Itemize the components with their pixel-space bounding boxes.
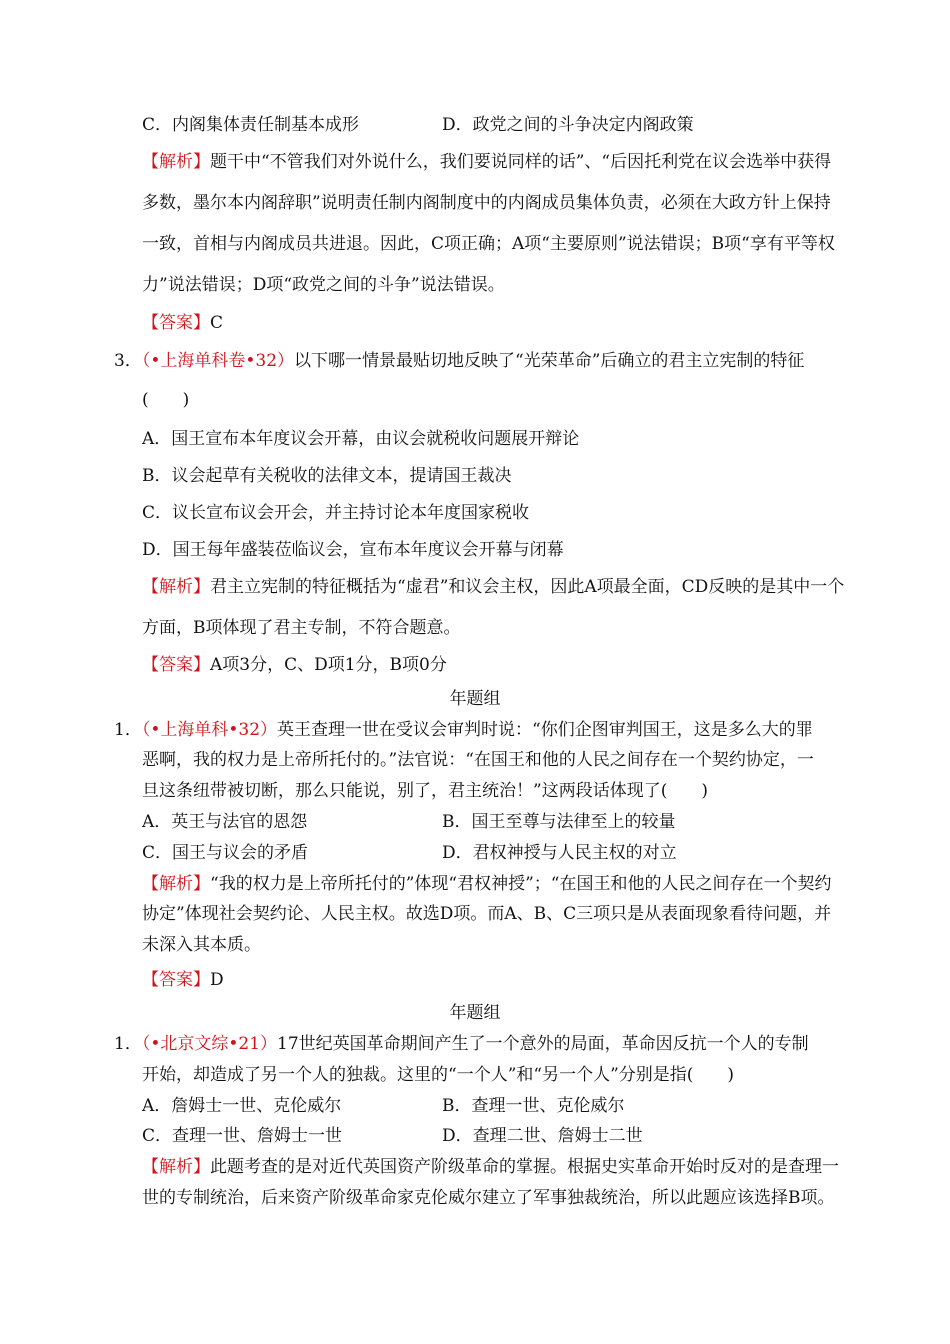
analysis-line: 力”说法错误；D项“政党之间的斗争”说法错误。	[142, 275, 505, 295]
question-stem-line: 恶啊，我的权力是上帝所托付的。”法官说：“在国王和他的人民之间存在一个契约协定，一	[142, 750, 814, 770]
analysis-tag: 【解析】	[142, 577, 210, 597]
answer-line: 【答案】D	[142, 970, 224, 990]
question-stem: 1．（•上海单科•32）英王查理一世在受议会审判时说：“你们企图审判国王，这是多么大的罪	[114, 720, 813, 740]
analysis-line: 【解析】题干中“不管我们对外说什么，我们要说同样的话”、“后因托利党在议会选举中获得	[142, 152, 832, 172]
option-c: C．国王与议会的矛盾	[142, 843, 309, 863]
analysis-line: 【解析】“我的权力是上帝所托付的”体现“君权神授”；“在国王和他的人民之间存在一个契约	[142, 874, 832, 894]
option-a: A．詹姆士一世、克伦威尔	[142, 1096, 342, 1116]
option-c: C．议长宣布议会开会，并主持讨论本年度国家税收	[142, 503, 530, 523]
option-b: B．议会起草有关税收的法律文本，提请国王裁决	[142, 466, 512, 486]
option-b: B．国王至尊与法律至上的较量	[442, 812, 676, 832]
question-stem-line: 旦这条纽带被切断，那么只能说，别了，君主统治！”这两段话体现了( )	[142, 781, 708, 801]
option-c: C．查理一世、詹姆士一世	[142, 1126, 343, 1146]
option-a: A．英王与法官的恩怨	[142, 812, 308, 832]
question-stem: 1．（•北京文综•21）17世纪英国革命期间产生了一个意外的局面，革命因反抗一个人的专制	[114, 1034, 809, 1054]
answer-blank: ( )	[142, 390, 190, 410]
analysis-line: 未深入其本质。	[142, 935, 261, 955]
answer-line: 【答案】A项3分，C、D项1分，B项0分	[142, 655, 447, 675]
question-source: （•北京文综•21）	[141, 1034, 278, 1054]
option-d: D．政党之间的斗争决定内阁政策	[442, 115, 694, 135]
answer-tag: 【答案】	[142, 655, 210, 675]
answer-tag: 【答案】	[142, 313, 210, 333]
option-c: C．内阁集体责任制基本成形	[142, 115, 360, 135]
answer-tag: 【答案】	[142, 970, 210, 990]
group-title: 年题组	[449, 689, 501, 709]
answer-line: 【答案】C	[142, 313, 224, 333]
option-d: D．君权神授与人民主权的对立	[442, 843, 677, 863]
analysis-line: 【解析】君主立宪制的特征概括为“虚君”和议会主权，因此A项最全面，CD反映的是其中一个	[142, 577, 845, 597]
question-stem: 3．（•上海单科卷•32）以下哪一情景最贴切地反映了“光荣革命”后确立的君主立宪制的特征	[114, 351, 805, 371]
analysis-tag: 【解析】	[142, 152, 210, 172]
analysis-tag: 【解析】	[142, 1157, 210, 1177]
analysis-line: 多数，墨尔本内阁辞职”说明责任制内阁制度中的内阁成员集体负责，必须在大政方针上保持	[142, 193, 831, 213]
option-d: D．查理二世、詹姆士二世	[442, 1126, 643, 1146]
option-a: A．国王宣布本年度议会开幕，由议会就税收问题展开辩论	[142, 429, 580, 449]
analysis-tag: 【解析】	[142, 874, 210, 894]
question-stem-line: 开始，却造成了另一个人的独裁。这里的“一个人”和“另一个人”分别是指( )	[142, 1065, 735, 1085]
analysis-line: 协定”体现社会契约论、人民主权。故选D项。而A、B、C三项只是从表面现象看待问题，并	[142, 904, 832, 924]
question-source: （•上海单科•32）	[141, 720, 278, 740]
analysis-line: 【解析】此题考查的是对近代英国资产阶级革命的掌握。根据史实革命开始时反对的是查理一	[142, 1157, 839, 1177]
analysis-line: 方面，B项体现了君主专制，不符合题意。	[142, 618, 461, 638]
analysis-line: 一致，首相与内阁成员共进退。因此，C项正确；A项“主要原则”说法错误；B项“享有平等权	[142, 234, 835, 254]
group-title: 年题组	[449, 1003, 501, 1023]
question-source: （•上海单科卷•32）	[141, 351, 295, 371]
option-d: D．国王每年盛装莅临议会，宣布本年度议会开幕与闭幕	[142, 540, 564, 560]
option-b: B．查理一世、克伦威尔	[442, 1096, 625, 1116]
analysis-line: 世的专制统治，后来资产阶级革命家克伦威尔建立了军事独裁统治，所以此题应该选择B项。	[142, 1188, 835, 1208]
